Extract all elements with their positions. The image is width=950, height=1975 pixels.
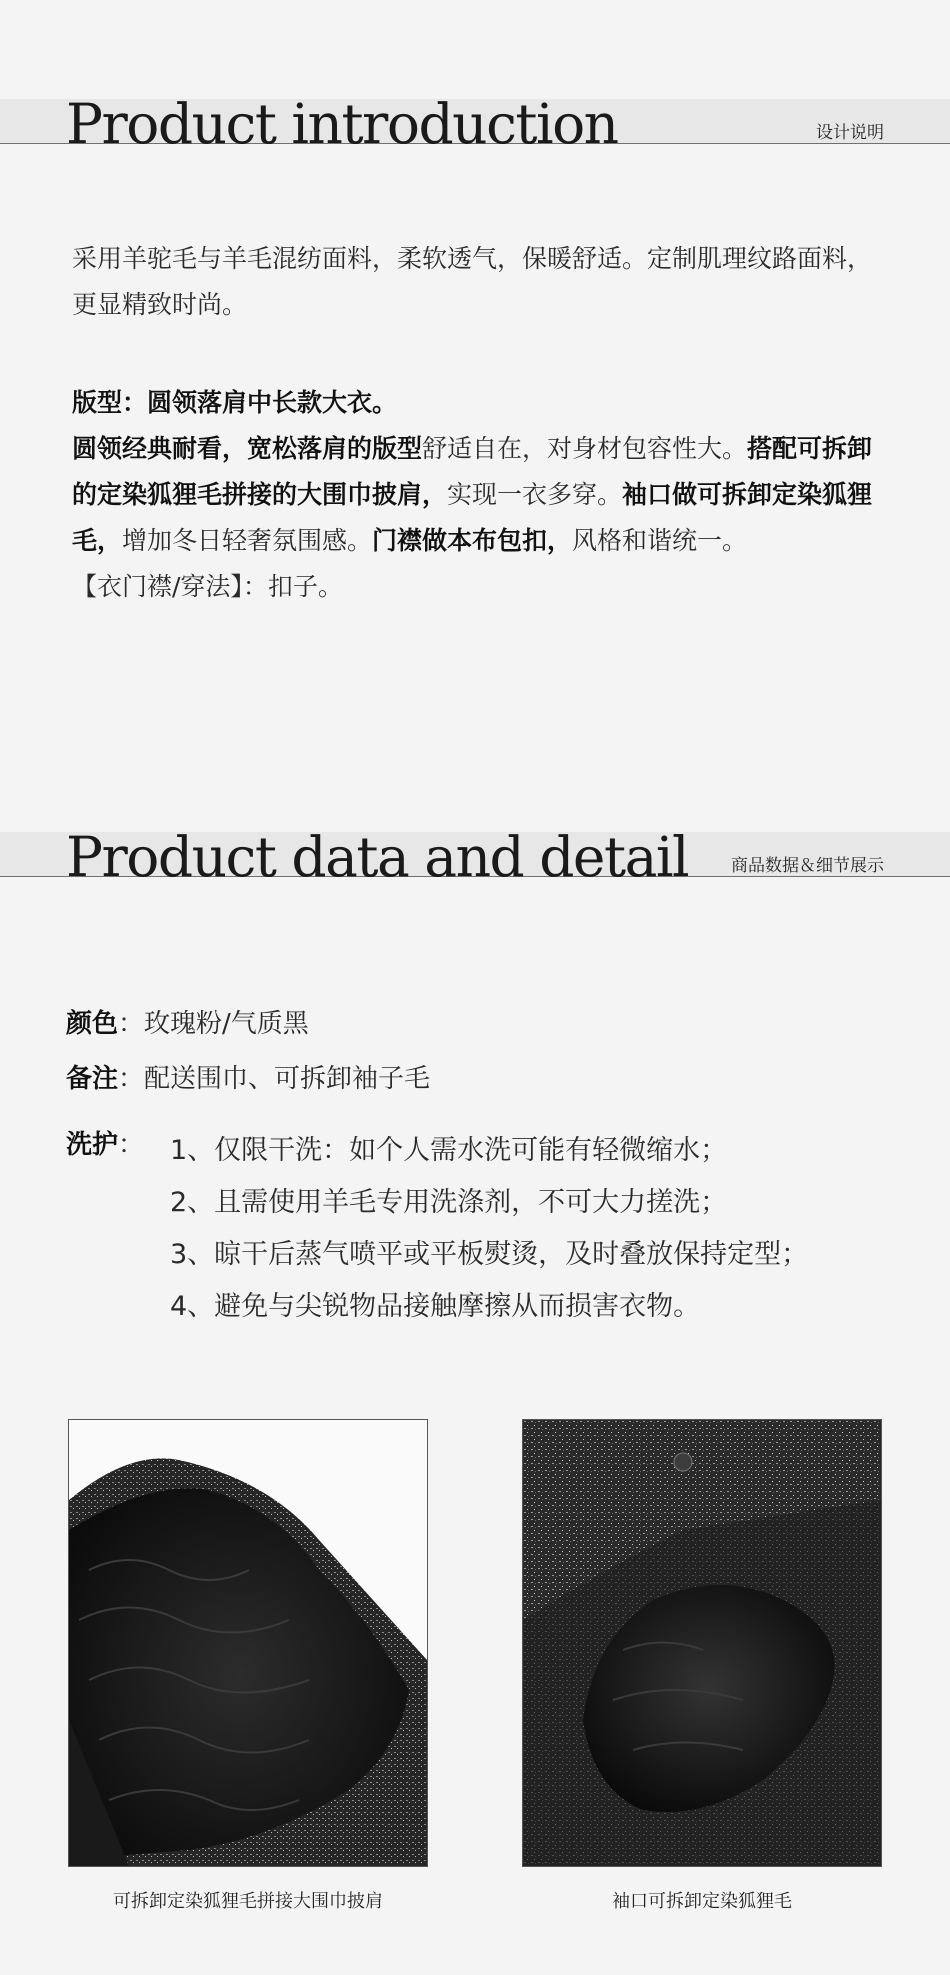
color-value: ：玫瑰粉/气质黑 bbox=[118, 1009, 309, 1039]
style-seg3: 搭配可拆卸的定染狐狸毛拼接的大围巾披肩， bbox=[72, 434, 873, 509]
care-item-1: 1、仅限干洗：如个人需水洗可能有轻微缩水； bbox=[170, 1135, 728, 1166]
intro-title-en: Product introduction bbox=[66, 92, 618, 156]
care-instructions-list bbox=[170, 1125, 808, 1333]
style-line: 版型：圆领落肩中长款大衣。 bbox=[72, 388, 398, 417]
style-seg5: 袖口做可拆卸定染狐狸毛， bbox=[72, 480, 873, 555]
care-item-4: 4、避免与尖锐物品接触摩擦从而损害衣物。 bbox=[170, 1291, 701, 1322]
care-item-2: 2、且需使用羊毛专用洗涤剂，不可大力搓洗； bbox=[170, 1187, 728, 1218]
data-section-header bbox=[0, 825, 950, 889]
note-label: 备注 bbox=[66, 1064, 119, 1094]
intro-section-header bbox=[0, 92, 950, 156]
color-label: 颜色 bbox=[66, 1009, 119, 1039]
care-row bbox=[66, 1125, 144, 1165]
style-description bbox=[72, 426, 880, 564]
cuff-detail-photo bbox=[522, 1419, 882, 1867]
style-seg1: 圆领经典耐看，宽松落肩的版型 bbox=[72, 434, 423, 463]
intro-title-zh: 设计说明 bbox=[816, 123, 884, 143]
care-colon: ： bbox=[118, 1130, 145, 1160]
fabric-description: 采用羊驼毛与羊毛混纺面料，柔软透气，保暖舒适。定制肌理纹路面料，更显精致时尚。 bbox=[72, 244, 873, 319]
care-item-3: 3、晾干后蒸气喷平或平板熨烫，及时叠放保持定型； bbox=[170, 1239, 809, 1270]
color-row bbox=[66, 1004, 309, 1044]
scarf-photo-caption: 可拆卸定染狐狸毛拼接大围巾披肩 bbox=[113, 1891, 383, 1912]
data-title-zh: 商品数据＆细节展示 bbox=[731, 856, 884, 876]
care-label: 洗护 bbox=[66, 1130, 119, 1160]
placket-line: 【衣门襟/穿法】：扣子。 bbox=[72, 572, 343, 601]
style-seg4: 实现一衣多穿。 bbox=[447, 480, 623, 509]
note-value: ：配送围巾、可拆卸袖子毛 bbox=[118, 1064, 431, 1094]
note-row bbox=[66, 1059, 430, 1099]
style-seg6: 增加冬日轻奢氛围感。 bbox=[122, 526, 373, 555]
fur-cuff-illustration bbox=[523, 1420, 881, 1866]
cuff-photo-caption: 袖口可拆卸定染狐狸毛 bbox=[612, 1891, 792, 1912]
intro-paragraph-fabric bbox=[72, 236, 880, 328]
data-title-en: Product data and detail bbox=[66, 825, 689, 889]
fur-scarf-illustration bbox=[69, 1420, 427, 1866]
style-seg7: 门襟做本布包扣， bbox=[372, 526, 573, 555]
style-seg8: 风格和谐统一。 bbox=[572, 526, 748, 555]
scarf-detail-photo bbox=[68, 1419, 428, 1867]
style-seg2: 舒适自在，对身材包容性大。 bbox=[422, 434, 748, 463]
intro-paragraph-style bbox=[72, 380, 880, 610]
